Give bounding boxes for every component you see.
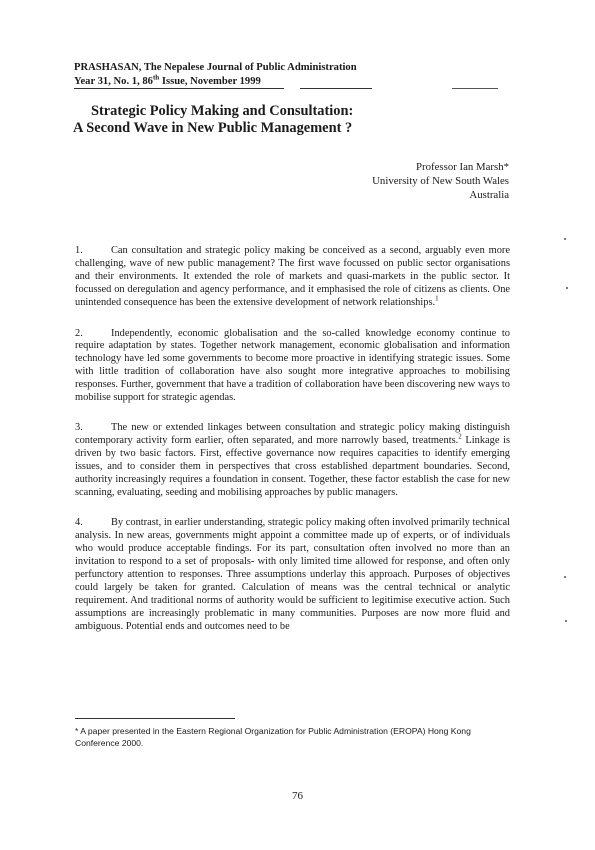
title-line-2: A Second Wave in New Public Management ? xyxy=(73,120,353,136)
footnote-ref: 1 xyxy=(435,294,439,303)
article-body xyxy=(75,245,510,650)
scan-speck xyxy=(565,620,567,622)
author-affiliation: University of New South Wales xyxy=(372,175,509,187)
scan-speck xyxy=(564,238,566,240)
author-country: Australia xyxy=(469,189,509,201)
paragraph-4 xyxy=(75,517,510,633)
header-rule-2 xyxy=(300,88,372,89)
paragraph-text-cont: Linkage is driven by two basic factors. First, effective governance now requires capacities to identify emerging issues, and to consider them in perspectives that cross established department boundaries. Second, authority increasingly requires a foundation in consent. Together, these factor establish the case for new scanning, evaluating, seeding and mobilising approaches by public managers. xyxy=(75,434,511,498)
paragraph-number: 3. xyxy=(75,421,83,433)
scan-speck xyxy=(566,287,568,289)
journal-title: PRASHASAN, The Nepalese Journal of Public Administration xyxy=(74,62,357,73)
footnote-rule xyxy=(75,718,235,719)
paragraph-number: 1. xyxy=(75,245,83,256)
paragraph-2 xyxy=(75,328,510,405)
paragraph-1 xyxy=(75,245,510,310)
journal-header xyxy=(74,61,434,89)
footnote: * A paper presented in the Eastern Regional Organization for Public Administration (EROPA) Hong Kong Conference 2000. xyxy=(75,726,471,748)
title-line-1: Strategic Policy Making and Consultation: xyxy=(91,103,354,119)
header-rule xyxy=(74,88,284,89)
article-title xyxy=(73,103,513,137)
paragraph-text: Can consultation and strategic policy making be conceived as a second, arguably even more challenging, wave of new public management? The first wave focussed on public sector organisations and their environments. It extended the role of markets and quasi-markets in the public sector. It focussed on deregulation and agency performance, and it emphasised the role of citizens as clients. One unintended consequence has been the extensive development of network relationships. xyxy=(75,245,510,308)
footnote-ref: 2 xyxy=(458,432,462,441)
journal-issue: Year 31, No. 1, 86th Issue, November 1999 xyxy=(74,73,261,87)
author-block xyxy=(372,160,509,202)
page-number: 76 xyxy=(292,790,303,802)
paragraph-number: 4. xyxy=(75,517,83,529)
paragraph-3 xyxy=(75,422,510,499)
author-name: Professor Ian Marsh* xyxy=(416,161,509,173)
paragraph-number: 2. xyxy=(75,327,83,339)
scan-speck xyxy=(564,576,566,578)
header-rule-3 xyxy=(452,88,498,89)
paragraph-text: The new or extended linkages between consultation and strategic policy making distinguish contemporary activity form earlier, often separated, and more narrowly based, treatments. xyxy=(75,421,510,446)
paragraph-text: Independently, economic globalisation and the so-called knowledge economy continue to require adaptation by states. Together network management, economic globalisation and information technology have led some governments to become more proactive in identifying strategic issues. Some with little tradition of collaboration have also sought more integrative approaches to mobilising responses. Further, government that have a tradition of collaboration have been discovering new ways to mobilise support for strategic agendas. xyxy=(75,327,510,404)
paragraph-text: By contrast, in earlier understanding, strategic policy making often involved primarily technical analysis. In new areas, governments might appoint a committee made up of experts, or of individuals who would produce acceptable findings. For its part, consultation often involved no more than an invitation to respond to a set of proposals- with only limited time allowed for response, and often only perfunctory attention to responses. Three assumptions underlay this approach. Purposes of objectives could largely be taken for granted. Calculation of means was the central technical or analytic requirement. And traditional norms of authority would be sufficient to legitimise executive action. Such assumptions are increasingly problematic in many communities. Purposes are now more fluid and ambiguous. Potential ends and outcomes need to be xyxy=(75,517,510,632)
